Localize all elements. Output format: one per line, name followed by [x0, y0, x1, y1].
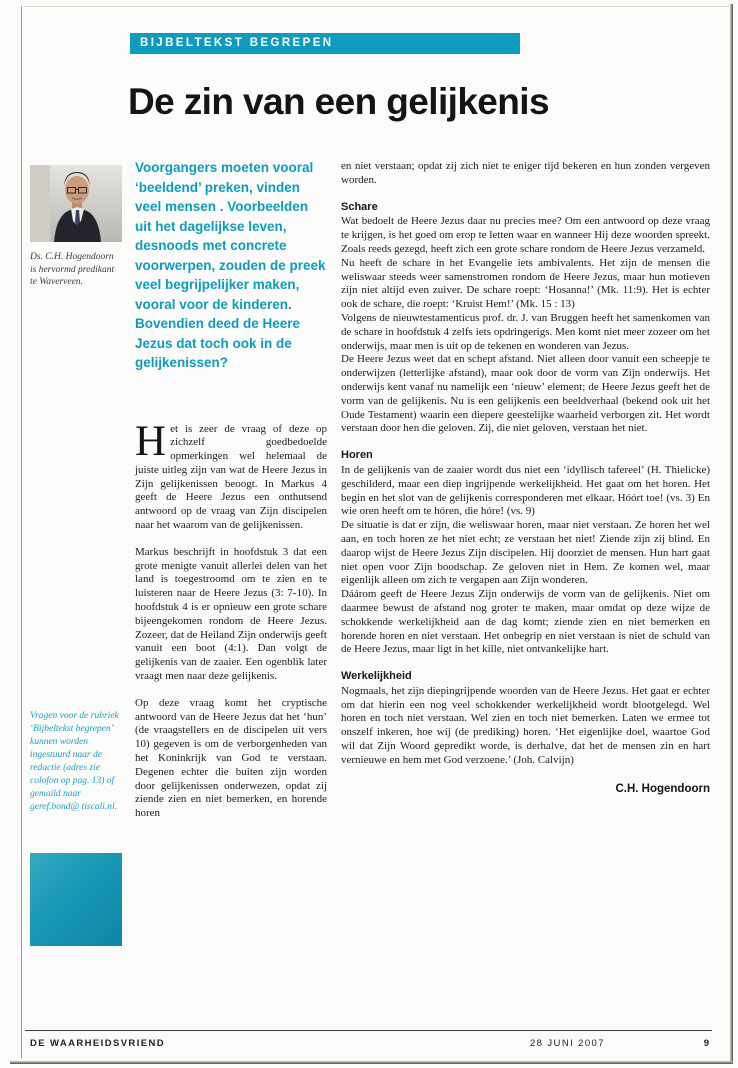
section-heading: Werkelijkheid — [341, 670, 412, 683]
footer-date: 28 JUNI 2007 — [530, 1038, 605, 1049]
paragraph: In de gelijkenis van de zaaier wordt dus niet een ‘idyllisch tafereel’ (H. Thielicke) geschilderd, maar een diep ingrijpende werkelijkheid. Het gaat om het horen. Het begin en het slot van de gelijkenis corresponderen met elkaar. Hóórt toe! (vs. 3) En wie oren heeft om te hóren, die hóre! (vs. 9) — [341, 463, 710, 518]
article-column-1 — [135, 158, 327, 821]
article-column-2 — [341, 160, 710, 796]
paragraph: Wat bedoelt de Heere Jezus daar nu precies mee? Om een antwoord op deze vraag te krijgen, is het goed om erop te letten waar en wanneer Hij deze woorden spreekt. Zoals reeds gezegd, heeft zich een grote schare rondom de Heere Jezus verzameld. — [341, 215, 710, 255]
footer-rule — [25, 1030, 712, 1031]
paragraph: Op deze vraag komt het cryptische antwoord van de Heere Jezus dat het ‘hun’ (de vraagstellers en de discipelen uit vers 10) gegeven is om de verborgenheden van het Koninkrijk van God te verstaan. Degenen echter die buiten zijn worden door gelijkenissen onderwezen, opdat zij ziende zien en niet bemerken, en horende horen — [135, 696, 327, 820]
section-heading: Horen — [341, 449, 373, 462]
decorative-teal-square — [30, 853, 122, 946]
page-edge-right — [730, 4, 733, 1062]
page-edge-left — [21, 6, 22, 1058]
paragraph-text: et is zeer de vraag of deze op zichzelf goedbedoelde opmerkingen wel helemaal de juiste uitleg zijn van wat de Heere Jezus in Zijn gelijkenissen beoogt. In Markus 4 geeft de Heere Jezus een onthutsend antwoord op de vraag van Zijn discipelen naar het waarom van de gelijkenissen. — [135, 422, 327, 532]
paragraph: Dáárom geeft de Heere Jezus Zijn onderwijs de vorm van de gelijkenis. Niet om daarmee bewust de afstand nog groter te maken, maar omdat op deze wijze de schokkende werkelijkheid aan de dag komt; ziende zien en niet bemerken en horende horen en niet verstaan. Het onbegrip en niet verstaan is niet de schuld van de Heere Jezus, maar ligt in het kille, niet ontvankelijke hart. — [341, 588, 710, 656]
paragraph: Nogmaals, het zijn diepingrijpende woorden van de Heere Jezus. Het gaat er echter om dat hierin een nog veel schokkender werkelijkheid wordt blootgelegd. Wel horen en toch niet verstaan. Wel zien en toch niet bemerken. Laten we ermee tot onszelf inkeren, hoe wíj (de prediking) horen. ‘Het eigenlijke doel, waartoe God wil dat Zijn Woord gepredikt worde, is derhalve, dat het de mensen zin en hart vernieuwe en hem met God verzoene.’ (Joh. Calvijn) — [341, 684, 710, 766]
page-edge-bottom — [10, 1061, 733, 1064]
paragraph: en niet verstaan; opdat zij zich niet te eniger tijd bekeren en hun zonden vergeven worden. — [341, 160, 710, 186]
section-kicker: BIJBELTEKST BEGREPEN — [130, 33, 520, 54]
paragraph: De Heere Jezus weet dat en schept afstand. Niet alleen door vanuit een scheepje te onderwijzen (letterlijke afstand), maar ook door de vorm van Zijn onderwijs. Het onderwijs kent vanaf nu namelijk een ‘nieuw’ element; de Heere Jezus geeft het de vorm van de gelijkenis. Nu is een gelijkenis een beeldverhaal (bekend ook uit het Oude Testament) waarin een diepere geestelijke waarheid verborgen zit. Het wordt verstaan door hen die geloven. Zij, die niet geloven, verstaan het niet. — [341, 353, 710, 435]
section-horen — [341, 449, 710, 657]
left-sidebar — [30, 165, 122, 298]
portrait-photo — [30, 165, 122, 242]
drop-cap: H — [135, 417, 167, 465]
paragraph — [135, 417, 327, 533]
photo-caption: Ds. C.H. Hogendoorn is hervormd predikant te Waverveen. — [30, 252, 115, 287]
footer-page-number: 9 — [703, 1038, 709, 1049]
section-schare — [341, 201, 710, 437]
paragraph: De situatie is dat er zijn, die weliswaar horen, maar niet verstaan. Ze horen het wel aan, en toch horen ze het niet echt; ze verstaan het niet! Ziende zijn zij blind. En daarop wijst de Heere Jezus Zijn discipelen. Hij doorziet de mensen. Hun hart gaat niet open voor Zijn boodschap. Ze geloven niet in Hem. Ze komen wel, maar eigenlijk alleen om zich te vergapen aan Zijn wonderen. — [341, 519, 710, 587]
article-intro: Voorgangers moeten vooral ‘beeldend’ preken, vinden veel mensen . Voorbeelden uit het dagelijkse leven, desnoods met concrete voorwerpen, zouden de preek veel begrijpelijker maken, vooral voor de kinderen. Bovendien deed de Heere Jezus dat toch ook in de gelijkenissen? — [135, 160, 326, 370]
paragraph: Volgens de nieuwtestamenticus prof. dr. J. van Bruggen heeft het samenkomen van de schare in hoofdstuk 4 zelfs iets opdringerigs. Men komt niet meer zozeer om het onderwijs, maar men is uit op de tekenen en wonderen van Jezus. — [341, 311, 710, 352]
editorial-note: Vragen voor de rubriek ‘Bijbeltekst begrepen’ kunnen worden ingestuurd naar de redactie (adres zie colofon op pag. 13) of gemaild naar geref.bond@ tiscali.nl. — [30, 710, 119, 812]
paragraph: Markus beschrijft in hoofdstuk 3 dat een grote menigte vanuit allerlei delen van het land is toegestroomd om te zien en te luisteren naar de Heere Jezus (3: 7-10). In hoofdstuk 4 is er opnieuw een grote schare bijeengekomen rondom de Heere Jezus. Zozeer, dat de Heiland Zijn onderwijs geeft vanuit een boot (4:1). Dan volgt de gelijkenis van de zaaier. Een ogenblik later vraagt men naar deze gelijkenis. — [135, 545, 327, 683]
article-body-start — [135, 417, 327, 822]
section-heading: Schare — [341, 200, 378, 213]
author-signature: C.H. Hogendoorn — [615, 782, 710, 795]
page-title: De zin van een gelijkenis — [128, 80, 549, 122]
paragraph: Nu heeft de schare in het Evangelie iets ambivalents. Het zijn de mensen die weliswaar steeds weer samenstromen rondom de Heere Jezus, maar hun motieven zijn niet altijd even zuiver. De schare roept: ‘Hosanna!’ (Mk. 11:9). Het is echter ook de schare, die roept: ‘Kruist Hem!’ (Mk. 15 : 13) — [341, 256, 710, 311]
section-werkelijkheid — [341, 670, 710, 768]
page-edge-top — [24, 6, 730, 7]
footer-magazine-name: DE WAARHEIDSVRIEND — [30, 1038, 165, 1049]
